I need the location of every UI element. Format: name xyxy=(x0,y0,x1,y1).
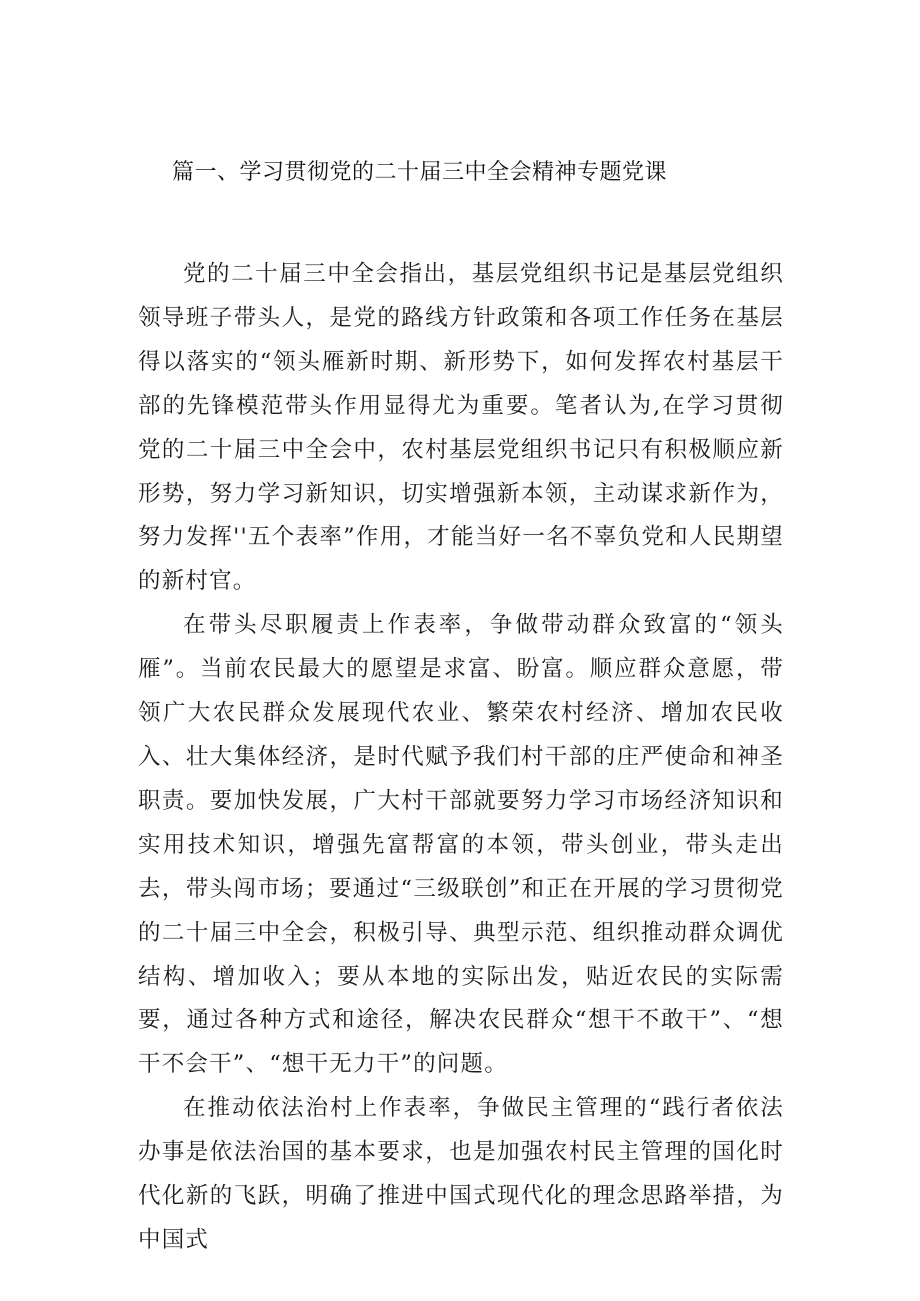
paragraph-1: 党的二十届三中全会指出，基层党组织书记是基层党组织领导班子带头人，是党的路线方针政策和各项工作任务在基层得以落实的“领头雁新时期、新形势下，如何发挥农村基层干部的先锋模范带头作用显得尤为重要。笔者认为,在学习贯彻党的二十届三中全会中，农村基层党组织书记只有积极顺应新形势，努力学习新知识，切实增强新本领，主动谋求新作为，努力发挥''五个表率”作用，才能当好一名不辜负党和人民期望的新村官。 xyxy=(138,261,784,595)
document-body xyxy=(138,253,784,1263)
document-title: 篇一、学习贯彻党的二十届三中全会精神专题党课 xyxy=(172,160,668,185)
paragraph-3: 在推动依法治村上作表率，争做民主管理的“践行者依法办事是依法治国的基本要求，也是加强农村民主管理的国化时代化新的飞跃，明确了推进中国式现代化的理念思路举措，为中国式 xyxy=(138,1095,784,1253)
paragraph-2: 在带头尽职履责上作表率，争做带动群众致富的“领头雁”。当前农民最大的愿望是求富、盼富。顺应群众意愿，带领广大农民群众发展现代农业、繁荣农村经济、增加农民收入、壮大集体经济，是时代赋予我们村干部的庄严使命和神圣职责。要加快发展，广大村干部就要努力学习市场经济知识和实用技术知识，增强先富帮富的本领，带头创业，带头走出去，带头闯市场；要通过“三级联创”和正在开展的学习贯彻党的二十届三中全会，积极引导、典型示范、组织推动群众调优结构、增加收入；要从本地的实际出发，贴近农民的实际需要，通过各种方式和途径，解决农民群众“想干不敢干”、“想干不会干”、“想干无力干”的问题。 xyxy=(138,612,784,1078)
